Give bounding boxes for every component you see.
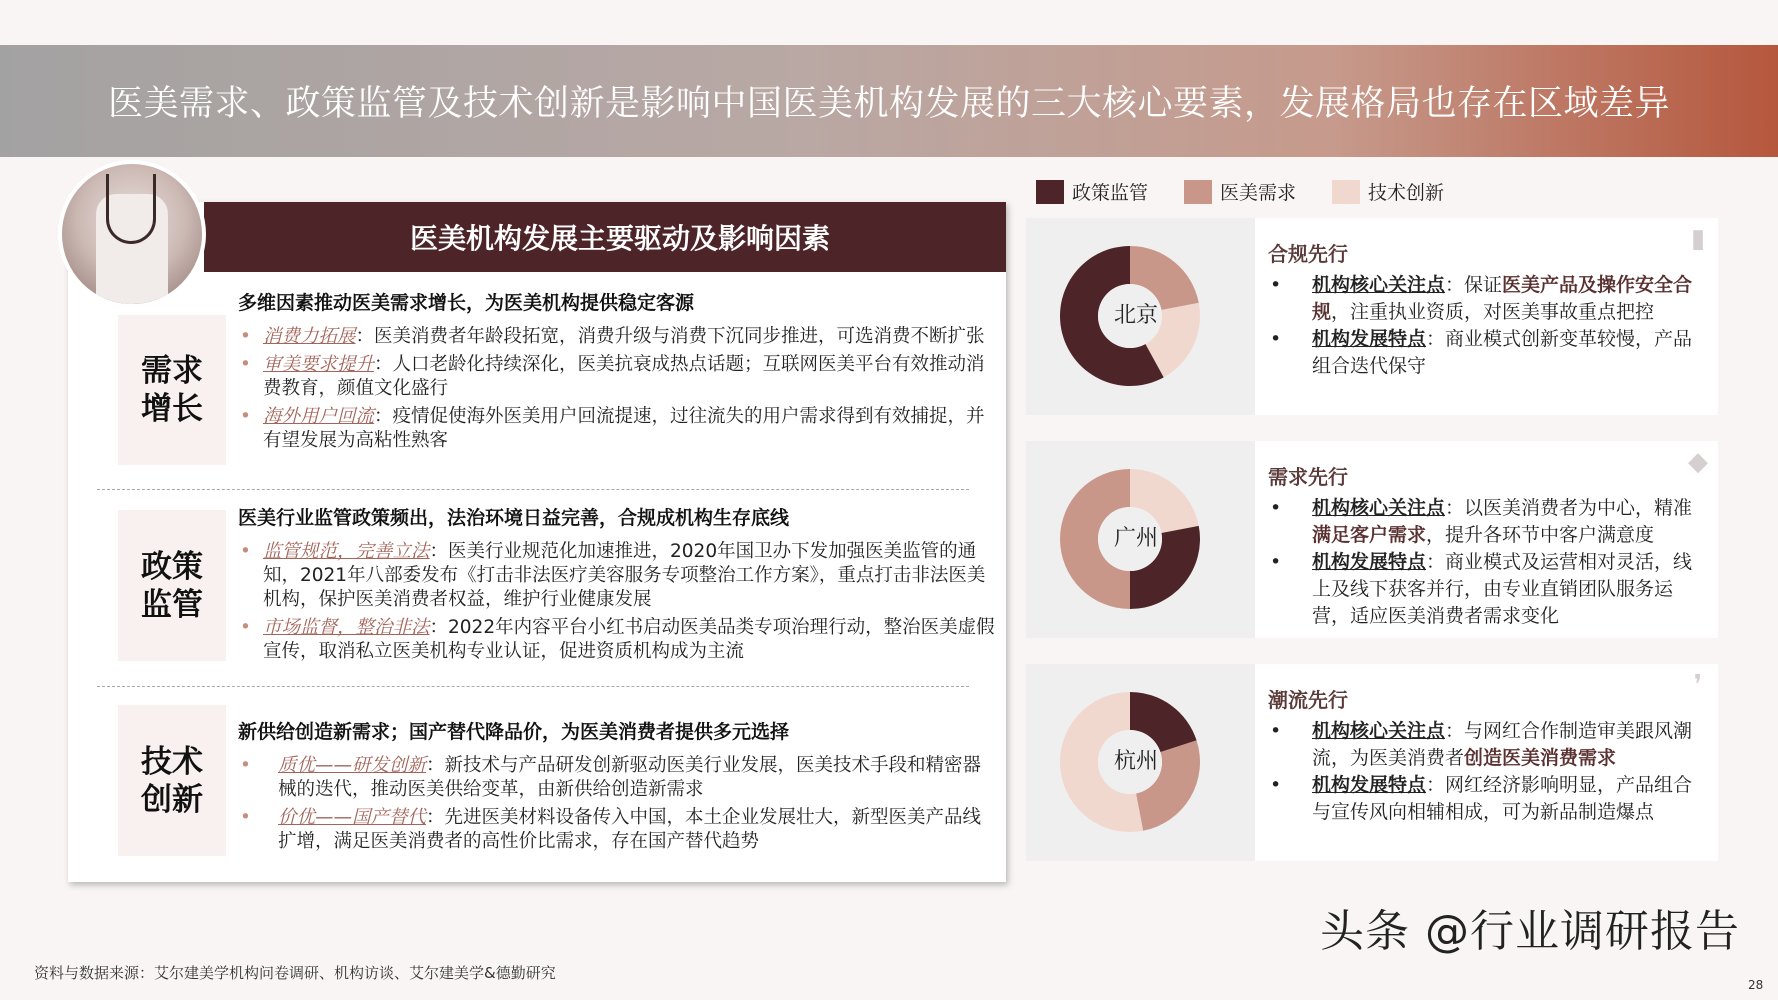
- city-card: [1026, 664, 1718, 861]
- page-number: 28: [1748, 978, 1764, 992]
- bullet-keyword: 监管规范，完善立法: [263, 541, 430, 562]
- bullet-item: [1268, 326, 1708, 380]
- bullet-text: ：疫情促使海外医美用户回流提速，过往流失的用户需求得到有效捕捉，并有望发展为高粘性熟客: [263, 406, 985, 451]
- watermark: 头条 @行业调研报告: [1320, 906, 1740, 957]
- divider: [97, 489, 969, 490]
- bullet-item: [238, 325, 998, 349]
- legend-swatch: [1332, 180, 1360, 204]
- dev-text: ：商业模式及运营相对灵活，线上及线下获客并行，由专业直销团队服务运营，适应医美消费者需求变化: [1312, 551, 1693, 627]
- bullet-text: ：新技术与产品研发创新驱动医美行业发展，医美技术手段和精密器械的迭代，推动医美供给变革，由新供给创造新需求: [278, 755, 982, 800]
- panel-header: [204, 202, 1006, 272]
- section-heading: 新供给创造新需求；国产替代降品价，为医美消费者提供多元选择: [238, 721, 790, 743]
- dev-label: 机构发展特点: [1312, 328, 1427, 350]
- focus-highlight: 创造医美消费需求: [1464, 747, 1617, 769]
- city-name: 广州: [1113, 526, 1158, 551]
- focus-text-post: ，注重执业资质，对医美事故重点把控: [1331, 301, 1655, 323]
- focus-text: ：以医美消费者为中心，精准: [1445, 497, 1693, 519]
- legend-label: 技术创新: [1368, 182, 1445, 204]
- bullet-text: ：人口老龄化持续深化，医美抗衰成热点话题；互联网医美平台有效推动消费教育，颜值文化盛行: [263, 354, 985, 399]
- section-label-text: 政策监管: [141, 548, 203, 623]
- book-icon: ▮: [1690, 224, 1706, 254]
- legend-label: 政策监管: [1072, 182, 1149, 204]
- section-label-text: 技术创新: [141, 743, 203, 818]
- bullet-item: [238, 754, 998, 802]
- bullet-item: [1268, 772, 1708, 826]
- bullet-item: [238, 353, 998, 401]
- dev-label: 机构发展特点: [1312, 551, 1427, 573]
- focus-highlight: 满足客户需求: [1312, 524, 1427, 546]
- bullet-keyword: 价优——国产替代: [278, 807, 427, 828]
- bullet-keyword: 海外用户回流: [263, 406, 375, 427]
- section-label-text: 需求增长: [141, 353, 203, 427]
- city-card: [1026, 218, 1718, 415]
- card-title: 需求先行: [1268, 465, 1348, 489]
- bullet-keyword: 消费力拓展: [263, 326, 356, 347]
- dev-label: 机构发展特点: [1312, 774, 1427, 796]
- diamond-icon: ◆: [1688, 447, 1708, 477]
- legend-label: 医美需求: [1220, 182, 1297, 204]
- focus-label: 机构核心关注点: [1312, 720, 1446, 742]
- doctor-photo: [58, 160, 206, 308]
- card-title: 合规先行: [1268, 242, 1348, 266]
- focus-label: 机构核心关注点: [1312, 497, 1446, 519]
- bullet-item: [238, 616, 998, 664]
- legend-item-demand: [1184, 178, 1296, 205]
- city-card: [1026, 441, 1718, 638]
- card-title: 潮流先行: [1268, 688, 1348, 712]
- section-label-demand: [118, 315, 226, 465]
- title-banner: [0, 45, 1778, 157]
- bullet-text: ：先进医美材料设备传入中国，本土企业发展壮大，新型医美产品线扩增，满足医美消费者的高性价比需求，存在国产替代趋势: [278, 807, 982, 852]
- legend-swatch: [1184, 180, 1212, 204]
- section-heading: 医美行业监管政策频出，法治环境日益完善，合规成机构生存底线: [238, 507, 790, 529]
- section-demand: [238, 288, 998, 457]
- section-label-tech: [118, 705, 226, 856]
- bullet-item: [1268, 549, 1708, 630]
- legend-swatch: [1036, 180, 1064, 204]
- section-policy: [238, 503, 998, 668]
- bullet-item: [238, 806, 998, 854]
- bullet-text: ：医美消费者年龄段拓宽，消费升级与消费下沉同步推进，可选消费不断扩张: [355, 326, 985, 347]
- bullet-item: [1268, 272, 1708, 326]
- source-note: 资料与数据来源：艾尔建美学机构问卷调研、机构访谈、艾尔建美学&德勤研究: [34, 964, 556, 982]
- bullet-keyword: 审美要求提升: [263, 354, 375, 375]
- bullet-text: ：医美行业规范化加速推进，2020年国卫办下发加强医美监管的通知，2021年八部委发布《打击非法医疗美容服务专项整治工作方案》，重点打击非法医美机构，保护医美消费者权益，维护行业健康发展: [263, 541, 986, 610]
- dev-text: ：商业模式创新变革较慢，产品组合迭代保守: [1312, 328, 1693, 377]
- legend: [1036, 178, 1444, 205]
- bullet-item: [238, 405, 998, 453]
- focus-text: ：保证: [1445, 274, 1503, 296]
- legend-item-policy: [1036, 178, 1148, 205]
- bullet-keyword: 市场监督，整治非法: [263, 617, 430, 638]
- bullet-keyword: 质优——研发创新: [278, 755, 427, 776]
- focus-text: ：与网红合作制造审美跟风潮流，为医美消费者: [1312, 720, 1693, 769]
- focus-text-post: ，提升各环节中客户满意度: [1426, 524, 1655, 546]
- bullet-text: ：2022年内容平台小红书启动医美品类专项治理行动，整治医美虚假宣传，取消私立医美机构专业认证，促进资质机构成为主流: [263, 617, 995, 662]
- section-heading: 多维因素推动医美需求增长，为医美机构提供稳定客源: [238, 292, 695, 314]
- legend-item-tech: [1332, 178, 1444, 205]
- quote-icon: ❜: [1693, 670, 1703, 700]
- page-title: 医美需求、政策监管及技术创新是影响中国医美机构发展的三大核心要素，发展格局也存在区域差异: [107, 84, 1670, 124]
- bullet-item: [1268, 718, 1708, 772]
- city-name: 杭州: [1113, 749, 1158, 774]
- city-name: 北京: [1113, 303, 1158, 328]
- divider: [97, 686, 969, 687]
- dev-text: ：网红经济影响明显，产品组合与宣传风向相辅相成，可为新品制造爆点: [1312, 774, 1693, 823]
- section-tech: [238, 717, 998, 858]
- focus-highlight: 医美产品及操作安全合规: [1312, 274, 1693, 323]
- section-label-policy: [118, 510, 226, 661]
- panel-heading: 医美机构发展主要驱动及影响因素: [409, 222, 830, 255]
- bullet-item: [238, 540, 998, 612]
- bullet-item: [1268, 495, 1708, 549]
- focus-label: 机构核心关注点: [1312, 274, 1446, 296]
